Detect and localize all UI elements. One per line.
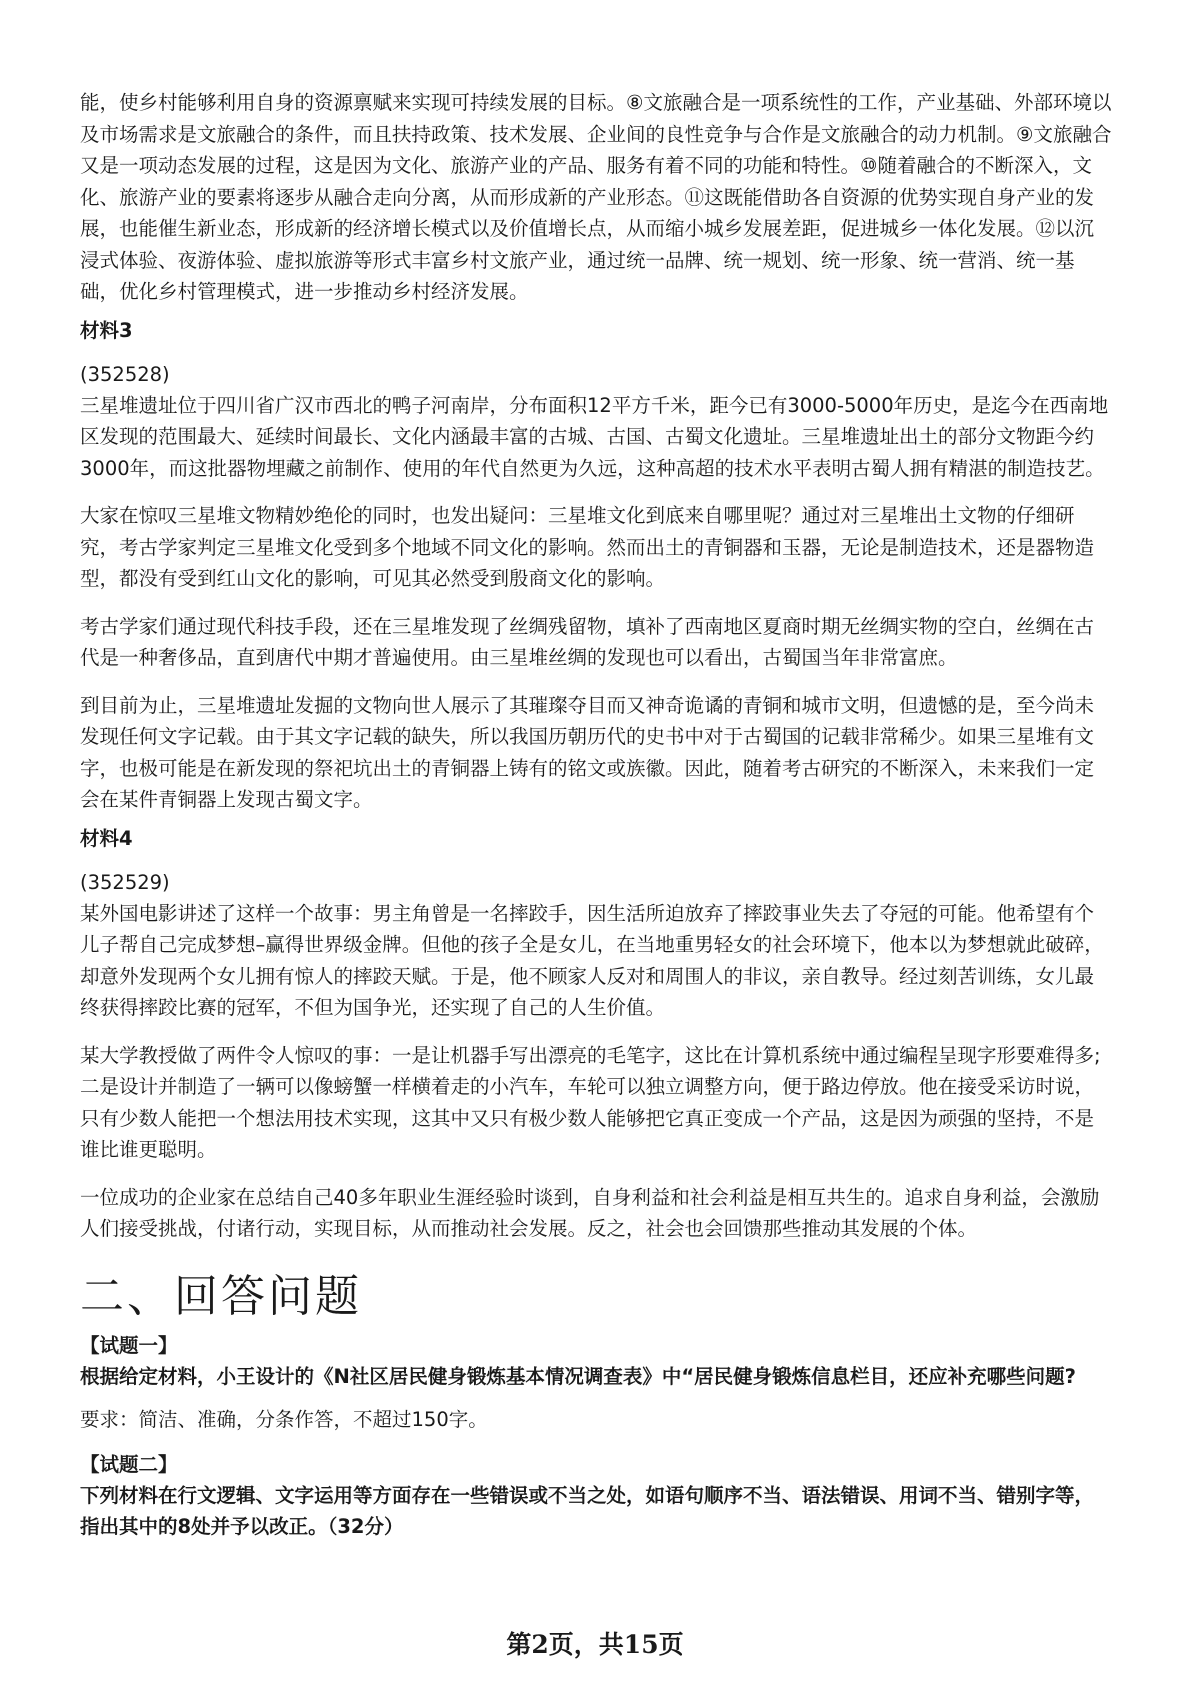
material3-paragraph-4: 到目前为止，三星堆遗址发掘的文物向世人展示了其璀璨夺目而又神奇诡谲的青铜和城市文明，但遗憾的是，至今尚未发现任何文字记载。由于其文字记载的缺失，所以我国历朝历代的史书中对于古蜀国的记载非常稀少。如果三星堆有文字，也极可能是在新发现的祭祀坑出土的青铜器上铸有的铭文或族徽。因此，随着考古研究的不断深入，未来我们一定会在某件青铜器上发现古蜀文字。 [80, 693, 1095, 811]
material3-code: (352528) [80, 362, 170, 386]
material4-code: (352529) [80, 870, 170, 894]
document-page [80, 0, 1112, 1543]
material4-paragraph-3: 一位成功的企业家在总结自己40多年职业生涯经验时谈到，自身利益和社会利益是相互共生的。追求自身利益，会激励人们接受挑战，付诸行动，实现目标，从而推动社会发展。反之，社会也会回馈那些推动其发展的个体。 [80, 1185, 1100, 1240]
material3-heading: 材料3 [80, 318, 133, 342]
material3-paragraph-2: 大家在惊叹三星堆文物精妙绝伦的同时，也发出疑问：三星堆文化到底来自哪里呢？通过对三星堆出土文物的仔细研究，考古学家判定三星堆文化受到多个地域不同文化的影响。然而出土的青铜器和玉器，无论是制造技术，还是器物造型，都没有受到红山文化的影响，可见其必然受到殷商文化的影响。 [80, 504, 1095, 590]
intro-paragraph: 能，使乡村能够利用自身的资源禀赋来实现可持续发展的目标。⑧文旅融合是一项系统性的工作，产业基础、外部环境以及市场需求是文旅融合的条件，而且扶持政策、技术发展、企业间的良性竞争与合作是文旅融合的动力机制。⑨文旅融合又是一项动态发展的过程，这是因为文化、旅游产业的产品、服务有着不同的功能和特性。⑩随着融合的不断深入，文化、旅游产业的要素将逐步从融合走向分离，从而形成新的产业形态。⑪这既能借助各自资源的优势实现自身产业的发展，也能催生新业态，形成新的经济增长模式以及价值增长点，从而缩小城乡发展差距，促进城乡一体化发展。⑫以沉浸式体验、夜游体验、虚拟旅游等形式丰富乡村文旅产业，通过统一品牌、统一规划、统一形象、统一营消、统一基础，优化乡村管理模式，进一步推动乡村经济发展。 [80, 91, 1112, 303]
page-footer: 第2页，共15页 [506, 1630, 684, 1659]
question1-requirement: 要求：简洁、准确，分条作答，不超过150字。 [80, 1408, 488, 1431]
question1-text: 根据给定材料，小王设计的《N社区居民健身锻炼基本情况调查表》中“居民健身锻炼信息栏目，还应补充哪些问题? [80, 1364, 1076, 1388]
material3-paragraph-1: 三星堆遗址位于四川省广汉市西北的鸭子河南岸，分布面积12平方千米，距今已有3000-5000年历史，是迄今在西南地区发现的范围最大、延续时间最长、文化内涵最丰富的古城、古国、古蜀文化遗址。三星堆遗址出土的部分文物距今约3000年，而这批器物埋藏之前制作、使用的年代自然更为久远，这种高超的技术水平表明古蜀人拥有精湛的制造技艺。 [80, 393, 1109, 480]
material4-paragraph-1: 某外国电影讲述了这样一个故事：男主角曾是一名摔跤手，因生活所迫放弃了摔跤事业失去了夺冠的可能。他希望有个儿子帮自己完成梦想–赢得世界级金牌。但他的孩子全是女儿，在当地重男轻女的社会环境下，他本以为梦想就此破碎，却意外发现两个女儿拥有惊人的摔跤天赋。于是，他不顾家人反对和周围人的非议，亲自教导。经过刻苦训练，女儿最终获得摔跤比赛的冠军，不但为国争光，还实现了自己的人生价值。 [80, 901, 1104, 1019]
question2-text: 下列材料在行文逻辑、文字运用等方面存在一些错误或不当之处，如语句顺序不当、语法错误、用词不当、错别字等，指出其中的8处并予以改正。（32分） [80, 1483, 1095, 1538]
material4-heading: 材料4 [80, 826, 133, 850]
material3-paragraph-3: 考古学家们通过现代科技手段，还在三星堆发现了丝绸残留物，填补了西南地区夏商时期无丝绸实物的空白，丝绸在古代是一种奢侈品，直到唐代中期才普遍使用。由三星堆丝绸的发现也可以看出，古蜀国当年非常富庶。 [80, 614, 1095, 669]
section-title: 二、回答问题 [80, 1270, 362, 1322]
material4-paragraph-2: 某大学教授做了两件令人惊叹的事：一是让机器手写出漂亮的毛笔字，这比在计算机系统中通过编程呈现字形要难得多;二是设计并制造了一辆可以像螃蟹一样横着走的小汽车，车轮可以独立调整方向，便于路边停放。他在接受采访时说，只有少数人能把一个想法用技术实现，这其中又只有极少数人能够把它真正变成一个产品，这是因为顽强的坚持，不是谁比谁更聪明。 [80, 1043, 1101, 1161]
question2-label: 【试题二】 [80, 1452, 178, 1476]
question1-label: 【试题一】 [80, 1333, 178, 1357]
